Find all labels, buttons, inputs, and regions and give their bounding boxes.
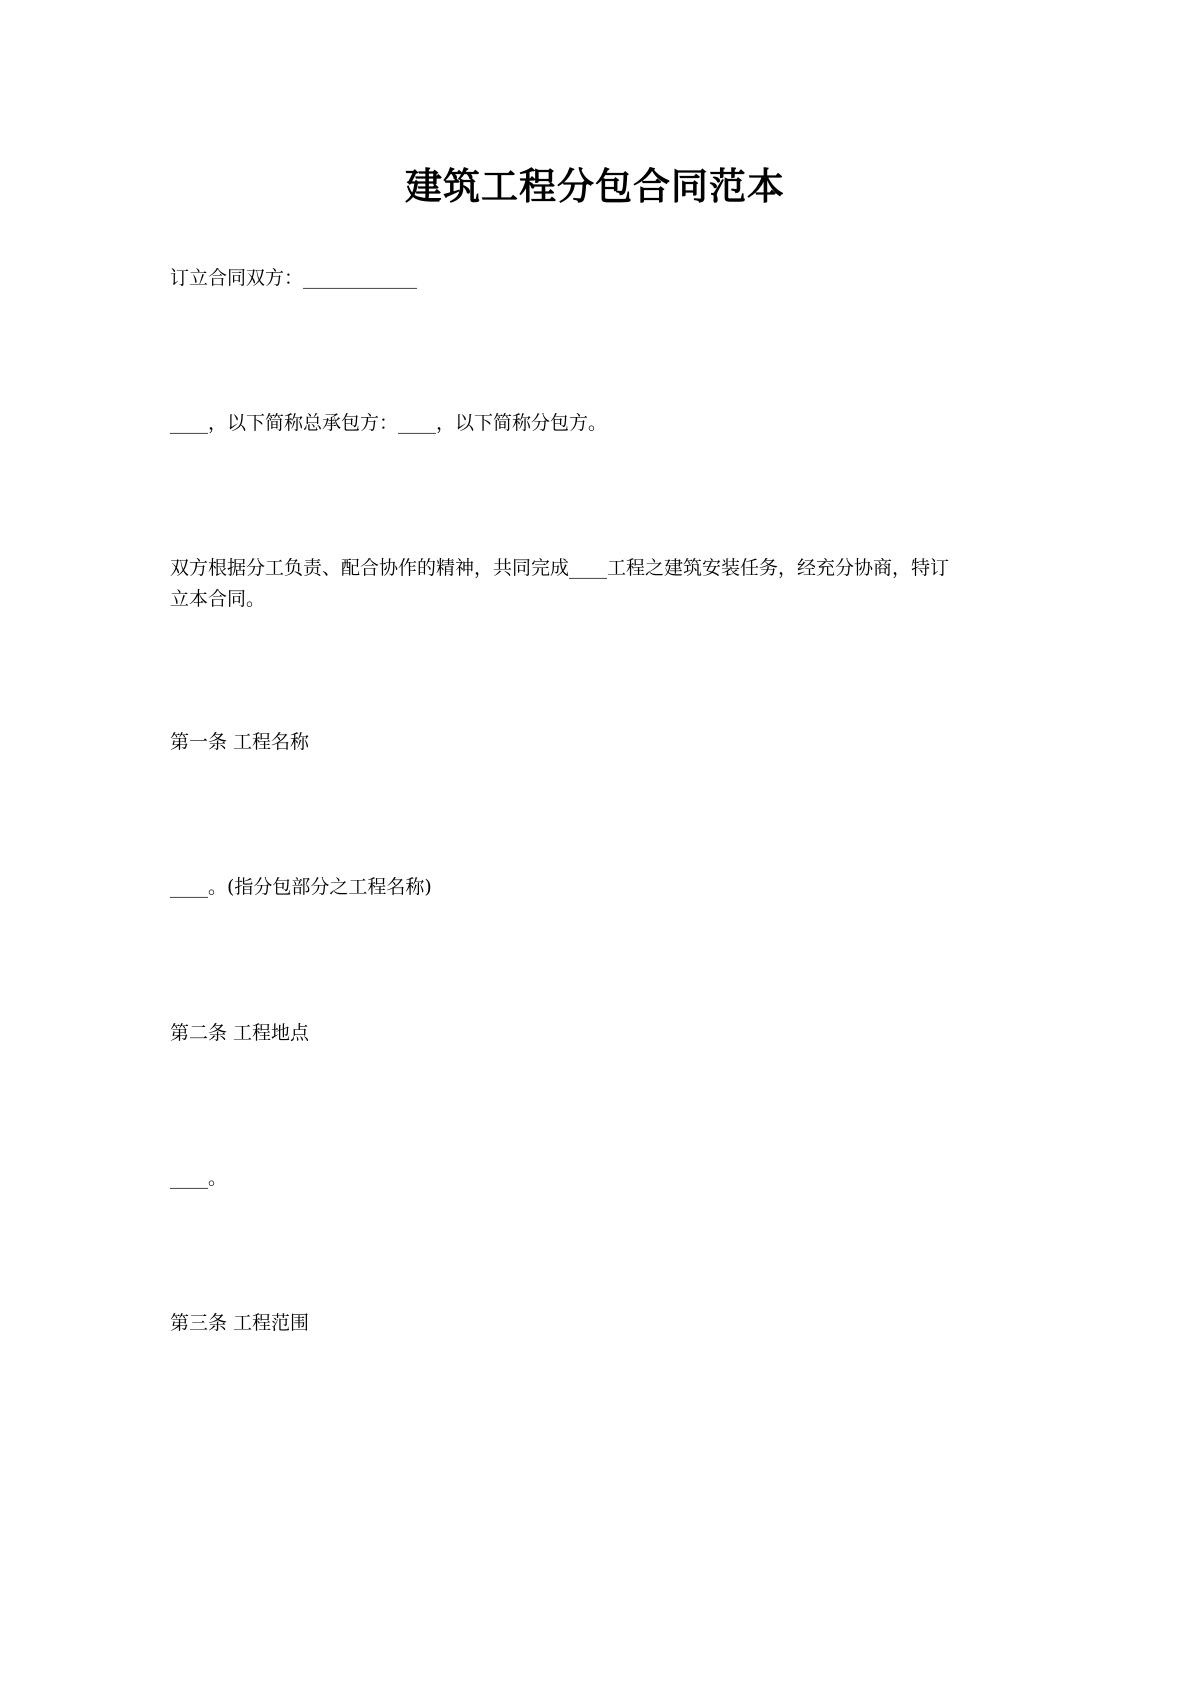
article-2-body: ____。: [170, 1167, 228, 1189]
article-1-heading: 第一条 工程名称: [170, 731, 310, 753]
document-title: 建筑工程分包合同范本: [405, 164, 785, 208]
article-3-heading: 第三条 工程范围: [170, 1312, 310, 1334]
article-1-body: ____。(指分包部分之工程名称): [170, 876, 432, 898]
article-2-heading: 第二条 工程地点: [170, 1022, 310, 1044]
preamble: 双方根据分工负责、配合协作的精神，共同完成____工程之建筑安装任务，经充分协商，特订立本合同。: [170, 557, 950, 610]
party-definitions: ____，以下简称总承包方：____，以下简称分包方。: [170, 412, 608, 434]
contract-parties: 订立合同双方：____________: [170, 267, 418, 289]
